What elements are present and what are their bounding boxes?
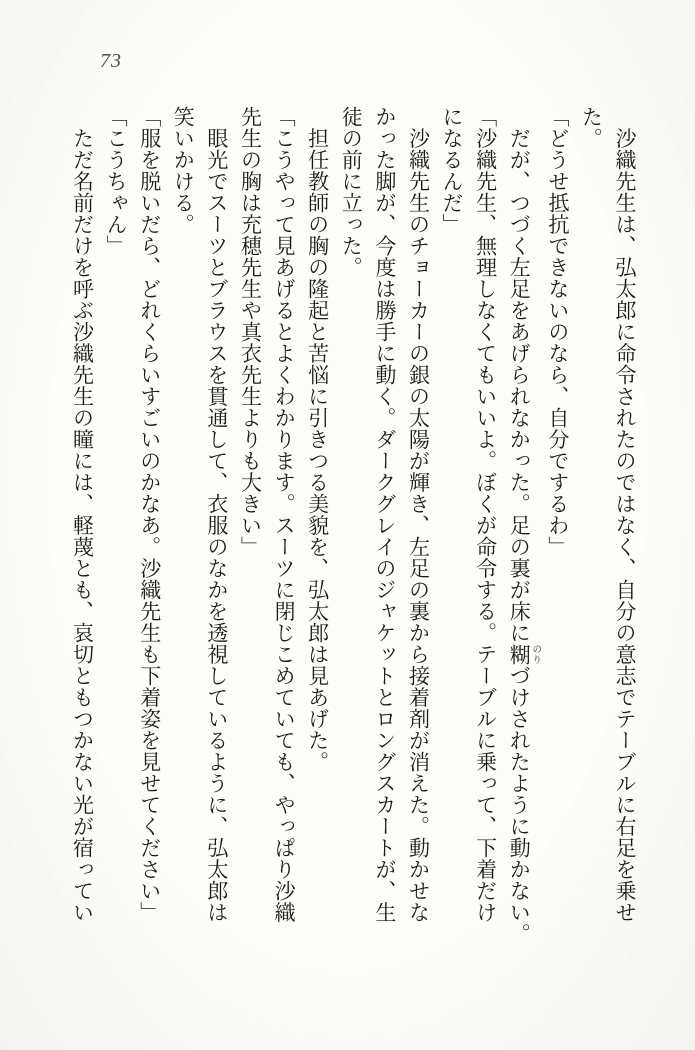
paragraph-3: だが、つづく左足をあげられなかった。足の裏が床に糊 のりづけされたように動かない。 bbox=[507, 106, 541, 945]
paragraph-11: ただ名前だけを呼ぶ沙織先生の瞳には、軽蔑とも、哀切ともつかない光が宿ってい bbox=[70, 106, 95, 923]
paragraph-4: 「沙織先生、無理しなくてもいいよ。ぼくが命令する。テーブルに乗って、下着だけ になるんだ」 bbox=[440, 106, 498, 923]
paragraph-5: 沙織先生のチョーカーの銀の太陽が輝き、左足の裏から接着剤が消えた。動かせな かった脚が、今度は勝手に動く。ダークグレイのジャケットとロングスカートが、生 徒の前に立った。 bbox=[339, 106, 431, 923]
paragraph-8: 眼光でスーツとブラウスを貫通して、衣服のなかを透視しているように、弘太郎は 笑いかける。 bbox=[171, 106, 229, 923]
paragraph-7: 「こうやって見あげるとよくわかります。スーツに閉じこめていても、やっぱり沙織 先生の胸は充穂先生や真衣先生よりも大きい」 bbox=[238, 106, 297, 923]
page-number: 73 bbox=[100, 50, 122, 72]
paragraph-10: 「こうちゃん」 bbox=[104, 106, 129, 257]
paragraph-2: 「どうせ抵抗できないのなら、自分でするわ」 bbox=[545, 106, 570, 558]
page-text bbox=[65, 106, 641, 950]
furigana-ruby: 糊 のり bbox=[507, 643, 541, 665]
paragraph-9: 「服を脱いだら、どれくらいすごいのかなあ。沙織先生も下着姿を見せてください」 bbox=[137, 106, 162, 923]
paragraph-1: 沙織先生は、弘太郎に命令されたのではなく、自分の意志でテーブルに右足を乗せ た。 bbox=[579, 106, 637, 923]
paragraph-6: 担任教師の胸の隆起と苦悩に引きつる美貌を、弘太郎は見あげた。 bbox=[305, 106, 330, 773]
